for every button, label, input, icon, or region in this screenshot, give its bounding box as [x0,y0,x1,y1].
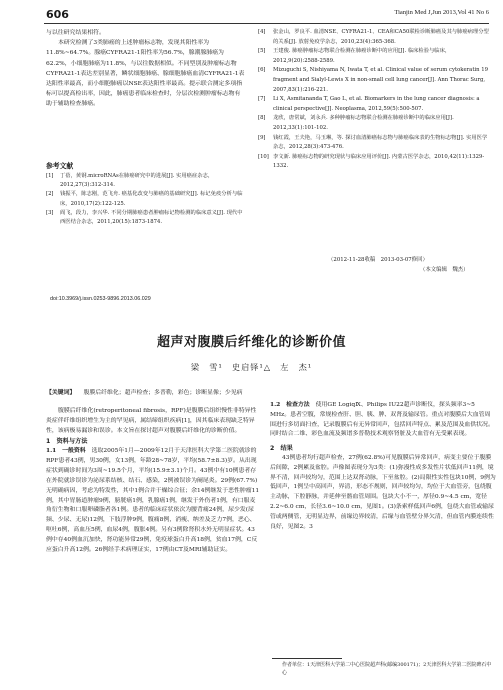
body-left-column [46,407,260,556]
reference-item [258,153,492,172]
reference-text: 龙欣，唐常斌，刘永兵. 多种肿瘤标志物联合检测在肺癌诊断中的临床应用[J]. 2012,33(1):101-102. [273,115,454,131]
reference-text: 钱振平，陈志刚，范飞舟. 癌基化改变与肺癌的基础研究[J]. 标记免疫分析与临床，2010,17(2):122-125. [60,191,243,207]
keywords-line [46,387,496,396]
author-affiliation-footnote: 作者单位：1天津医科大学第二中心医院超声科(邮编300171)；2天津医科大学第二医院碑石中心 [282,662,492,676]
doi-line: doi:10.3969/j.issn.0253-9896.2013.06.029 [50,296,151,302]
body-right-column [270,400,496,532]
reference-number: [9] [258,134,266,141]
reference-number: [1] [46,173,54,179]
keywords-text: 腹膜后纤维化；超声检查；多普勒，彩色；诊断显像；少见病 [83,390,243,396]
editor-note: （本文编辑 魏杰） [420,267,469,273]
discussion-paragraph: 本研究检测了3类肺癌的上述肿瘤标志物，发现其阳性率为11.8%~64.7%。腺癌CYFRA21-1阳性率为56.7%，腺潮腺肺癌为62.2%，小细胞肺癌为11.8%，与以往数据相似。不同型别及肿瘤标志物CYFRA21-1表达差别显著，鳞状细胞肺癌、腺细胞肺癌血清CYFRA21-1表达阳性率最高，而小细胞肺癌以NSE表达阳性率最高。提示联合测定多项指标可以提高检出率，因此，肺癌患者临床检查时，分层次检测肿瘤标志物有助于辅助检查肺癌。 [46,40,245,108]
reference-number: [5] [258,48,266,55]
results-paragraph: 43例患者均行超声检查，27例(62.8%)可见腹膜后异常回声，病变主要位于腹膜后间隙，2例累及盆腔。声像图表现分为3类：(1)弥漫性成多发性片状低回声11例，境界不清，回声较均匀，范围上达双肾动脉，下至盆腔。(2)局限性实性包块10例，9例为低回声，1例呈中高回声，界清，形态不规则，回声较均匀，均位于大血管旁，包绕腹主动脉，下腔静脉，并延伸至髂血管周围。包块大小不一，厚径0.9~4.5 cm，宽径2.2~6.0 cm，长径3.6~10.0 cm，见图1。(3)条索样低回声6例，包绕大血管或输尿管或两侧管，无明显边界，前缘边界较清，后缘与血管壁分界欠清，但血管内膜连续性良好，见图2。3 [270,454,496,530]
reference-item [258,28,492,47]
reference-item [258,114,492,133]
footnote-rule [272,658,342,659]
reference-text: Mizuguchi S, Nishiyama N, Iwata T, et al. Clinical value of serum cytokeratin 19 fragment and Sialyl-Lewis X in non-small cell lung cancer[J]. Ann Thorac Surg, 2007,83(1):216-221. [273,67,488,93]
reference-item [46,209,246,227]
reference-number: [2] [46,191,54,198]
section-heading: 1 资料与方法 [46,437,88,445]
reference-text: 钱红霞，王夫艳，马玉琳，等. 探讨血清肺癌标志物与肺癌临床表的生物标志物[J]. 实用医学杂志，2012,28(3):473-476. [273,134,488,151]
reference-text: 王建俊. 肺癌肿瘤标志物联合检测在肺癌诊断中的应用[J]. 临床检验与临床，2012,9(20):2588-2589. [273,48,451,64]
reference-list-left [46,172,246,227]
intro-paragraph: 腹膜后纤维化(retroperitoneal fibrosis，RPF)是腹膜后组织慢性非特异性炎症伴纤维组织增生为主的罕见病，属结缔组织疾病[1]，因其临床表现缺乏特异性，该病极易漏诊和误诊。本文旨在探讨超声对腹膜后纤维化的诊断价值。 [46,408,257,434]
reference-item [258,134,492,153]
reference-text: 阎飞，段力，李兴华. 不同分期肺癌患者肿瘤标记物检测的临床意义[J]. 现代中西医结合杂志，2011,20(15):1873-1874. [60,209,243,226]
reference-number: [4] [258,29,266,35]
continued-discussion [46,28,246,110]
article-title: 超声对腹膜后纤维化的诊断价值 [156,335,346,350]
reference-text: 李文新. 肺癌标志物的研究现状与临床应用评价[J]. 内蒙古医学杂志，2010,42(11):1329-1332. [273,153,485,170]
reference-item [258,95,492,114]
received-date: （2012-11-28收稿 2013-03-07修回） [328,257,428,263]
subsection-text: 使用GE LogiqⅨ、Philips IU22超声诊断仪，探头频率3~5 MHz。患者空腹，常规检查肝、胆、胰、脾、双肾及输尿管。重点对腹膜后大血管周围进行多切面扫查，记录腹膜后有无异常回声，包括回声特点、累及范围及血供状况。同时结合二维、彩色血流及频谱多普勒技术观察肾脏及大血管有无受累表现。 [270,402,494,438]
reference-item [46,190,246,208]
discussion-paragraph: 与以往研究结果相符。 [46,30,105,36]
subsection-paragraph [46,446,260,555]
keywords-label: 【关键词】 [46,389,76,396]
page-number: 606 [46,8,69,21]
reference-item [258,66,492,95]
subsection-heading: 1.1 一般资料 [46,447,86,455]
reference-number: [6] [258,67,266,74]
reference-number: [7] [258,96,266,103]
reference-item [46,172,246,190]
journal-header: Tianjin Med J,Jun 2013,Vol 41 No 6 [394,9,489,16]
author-line: 梁 雪¹ 史启铎¹△ 左 杰¹ [190,362,313,372]
reference-item [258,47,492,66]
reference-text: Li X, Asmitananda T, Gao L, et al. Biomarkers in the lung cancer diagnosis: a clinical perspective[J]. Neoplasma, 2012,59(5):500-507. [273,96,480,112]
reference-number: [8] [258,115,266,122]
references-heading: 参考文献 [46,162,74,170]
reference-number: [10] [258,153,269,160]
header-rule [44,23,489,24]
subsection-paragraph [270,400,496,440]
reference-list-right [258,28,492,172]
section-heading: 2 结果 [270,445,293,453]
reference-text: 丁蓓，黄钢.microRNAs在肺癌研究中的进展[J]. 实用癌症杂志，2012,27(3):312-314. [60,173,214,189]
subsection-text: 选取2005年1月—2009年12月于天津医科大学第二医院就诊的RPF患者43例，男30例，女13例，年龄28~78岁，平均(58.7±8.3)岁。从出现症状到确诊时间为3周~19.5个月，平均(15.9±3.1)个月。43例中有10例患者存在外院就诊误诊为泌尿系结核、结石、感染，2例被误诊为阑尾炎。29例(67.7%)无明确病因，考虑为特发性，其中1例合并干燥综合征；余14例继发于恶性肿瘤11例，其中胃肠道肿瘤9例，膀胱癌1例，乳腺癌1例，继发于外伤者1例，有口服麦角衍生物和口服卵磷脂者各1例。患者的临床症状依次为腰背痛24例，尿少发(尿频、少尿、无尿)12例，下肢浮肿9例，腹痛8例，消瘦、纳差及乏力7例，恶心、呕吐6例，高血压5例，血尿4例，腹胀4例。另有3例除肾积水外无明显症状。43例中存40例血沉加快，肾功能异常29例，免疫球蛋白升高18例，贫血17例，C反应蛋白升高12例。26例经手术病理证实，17例由CT及MRI辅助证实。 [46,448,260,553]
reference-text: 张金山，罗良平. 血清NSE、CYFRA21-1、CEA和CA50联检诊断肺癌及其与肺癌病理分型的关系[J]. 放射免疫学杂志，2010,23(4):365-368. [273,29,489,45]
reference-number: [3] [46,209,54,216]
subsection-heading: 1.2 检查方法 [270,401,310,408]
